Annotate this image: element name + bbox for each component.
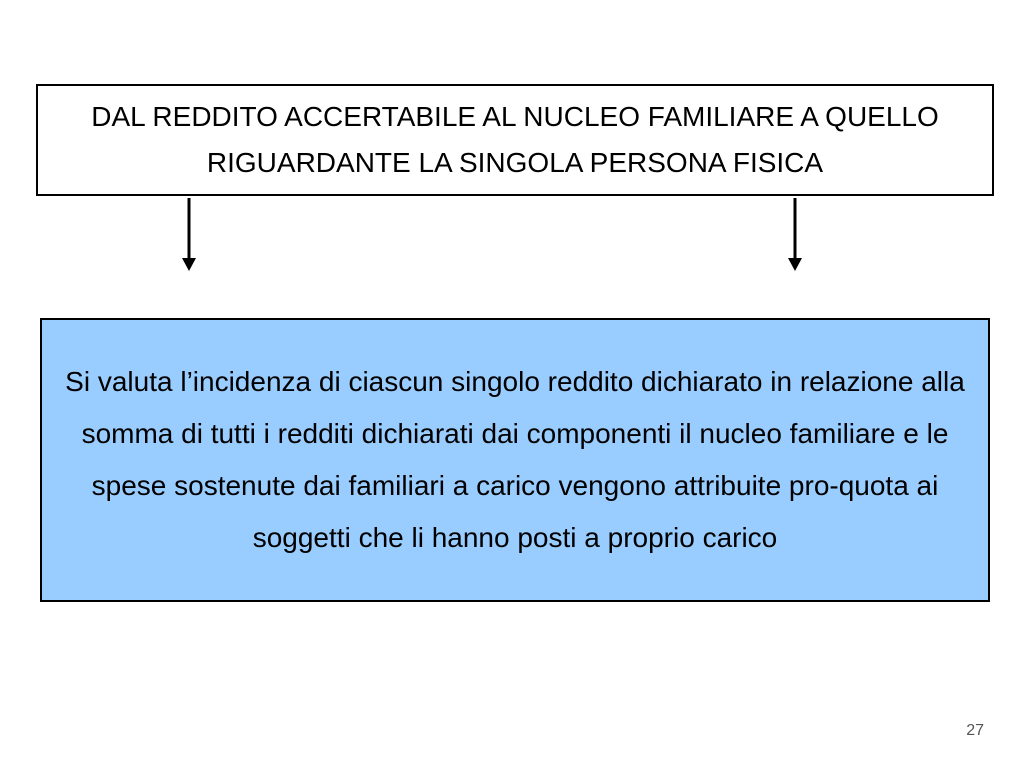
arrow-left-head: [182, 258, 196, 271]
arrow-right-head: [788, 258, 802, 271]
arrow-right: [788, 198, 802, 271]
content-text: Si valuta l’incidenza di ciascun singolo reddito dichiarato in relazione alla somma di tutti i redditi dichiarati dai componenti il nucleo familiare e le spese sostenute dai familiari a carico vengono attribuite pro-quota ai soggetti che li hanno posti a proprio carico: [65, 366, 965, 553]
title-box: [36, 84, 994, 196]
page-number: 27: [966, 722, 984, 739]
content-box: [40, 318, 990, 602]
arrow-left: [182, 198, 196, 271]
title-text: DAL REDDITO ACCERTABILE AL NUCLEO FAMILIARE A QUELLO RIGUARDANTE LA SINGOLA PERSONA FISICA: [91, 101, 939, 178]
